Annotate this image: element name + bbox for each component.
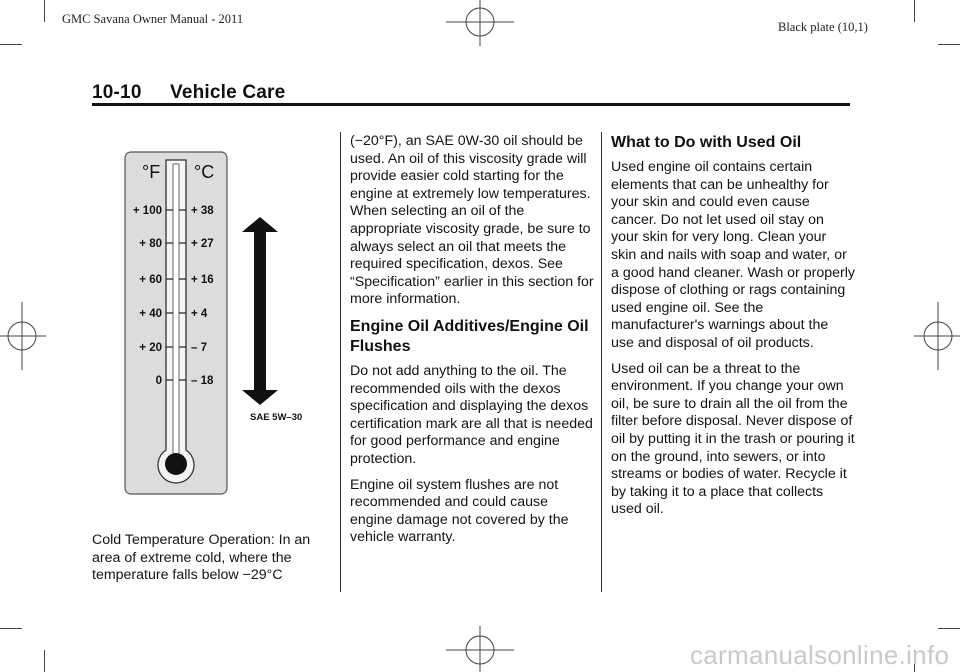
heading-oil-additives: Engine Oil Additives/Engine Oil Flushes — [350, 317, 589, 355]
c-tick-label: + 27 — [191, 238, 214, 250]
f-tick-label: + 40 — [139, 308, 162, 320]
registration-target-bottom — [446, 626, 514, 672]
thermometer-bulb — [165, 453, 187, 475]
column-3 — [611, 133, 855, 527]
c-tick-label: – 7 — [191, 342, 207, 354]
thermometer — [125, 152, 227, 494]
c-tick-label: – 18 — [191, 375, 214, 387]
oil-viscosity-figure — [120, 150, 320, 500]
paragraph: Do not add anything to the oil. The recommended oils with the dexos specification and displaying the dexos certification mark are all that is needed for good performance and engine protection. — [350, 362, 593, 467]
c-tick-label: + 16 — [191, 274, 214, 286]
figure-caption: Cold Temperature Operation: In an area of extreme cold, where the temperature falls below −29°C — [92, 532, 311, 584]
column-divider-2 — [601, 132, 602, 592]
paragraph: Used engine oil contains certain elements that can be unhealthy for your skin and could even cause cancer. Do not let used oil stay on your skin for very long. Clean your skin and nails with soap and water, or a good hand cleaner. Wash or properly dispose of clothing or rags containing used engine oil. See the manufacturer's warnings about the use and disposal of oil products. — [611, 159, 855, 351]
watermark: carmanualsonline.info — [690, 640, 950, 670]
c-tick-label: + 4 — [191, 308, 208, 320]
unit-fahrenheit: °F — [142, 162, 161, 182]
f-tick-label: 0 — [155, 375, 162, 387]
f-tick-label: + 100 — [132, 205, 162, 217]
f-tick-label: + 60 — [139, 274, 162, 286]
running-head-right: Black plate (10,1) — [778, 20, 868, 34]
column-2 — [350, 133, 594, 555]
header-rule — [92, 103, 850, 106]
section-title: Vehicle Care — [170, 82, 286, 103]
registration-target-left — [0, 302, 46, 370]
paragraph: Used oil can be a threat to the environment. If you change your own oil, be sure to drain all the oil from the filter before disposal. Never dispose of oil by putting it in the trash or pouring it on the ground, into sewers, or into streams or bodies of water. Recycle it by taking it to a place that collects used oil. — [611, 360, 855, 518]
c-tick-label: + 38 — [191, 205, 214, 217]
f-tick-label: + 20 — [139, 342, 162, 354]
viscosity-range-arrow — [242, 217, 278, 405]
registration-target-right — [914, 302, 960, 370]
paragraph: Engine oil system flushes are not recommended and could cause engine damage not covered by the vehicle warranty. — [350, 476, 569, 546]
heading-used-oil: What to Do with Used Oil — [611, 134, 802, 151]
unit-celsius: °C — [194, 162, 215, 182]
f-tick-label: + 80 — [139, 238, 162, 250]
arrow-label-sae-5w30: SAE 5W–30 — [250, 412, 303, 423]
continuation-paragraph: (−20°F), an SAE 0W-30 oil should be used. An oil of this viscosity grade will provide easier cold starting for the engine at extremely low temperatures. When selecting an oil of the appropriate viscosity grade, be sure to always select an oil that meets the required specification, dexos. See “Specification” earlier in this section for more information. — [350, 133, 594, 308]
column-divider-1 — [340, 132, 341, 592]
registration-target-top — [446, 0, 514, 46]
running-head-left: GMC Savana Owner Manual - 2011 — [62, 12, 244, 26]
page-number: 10-10 — [92, 82, 142, 103]
